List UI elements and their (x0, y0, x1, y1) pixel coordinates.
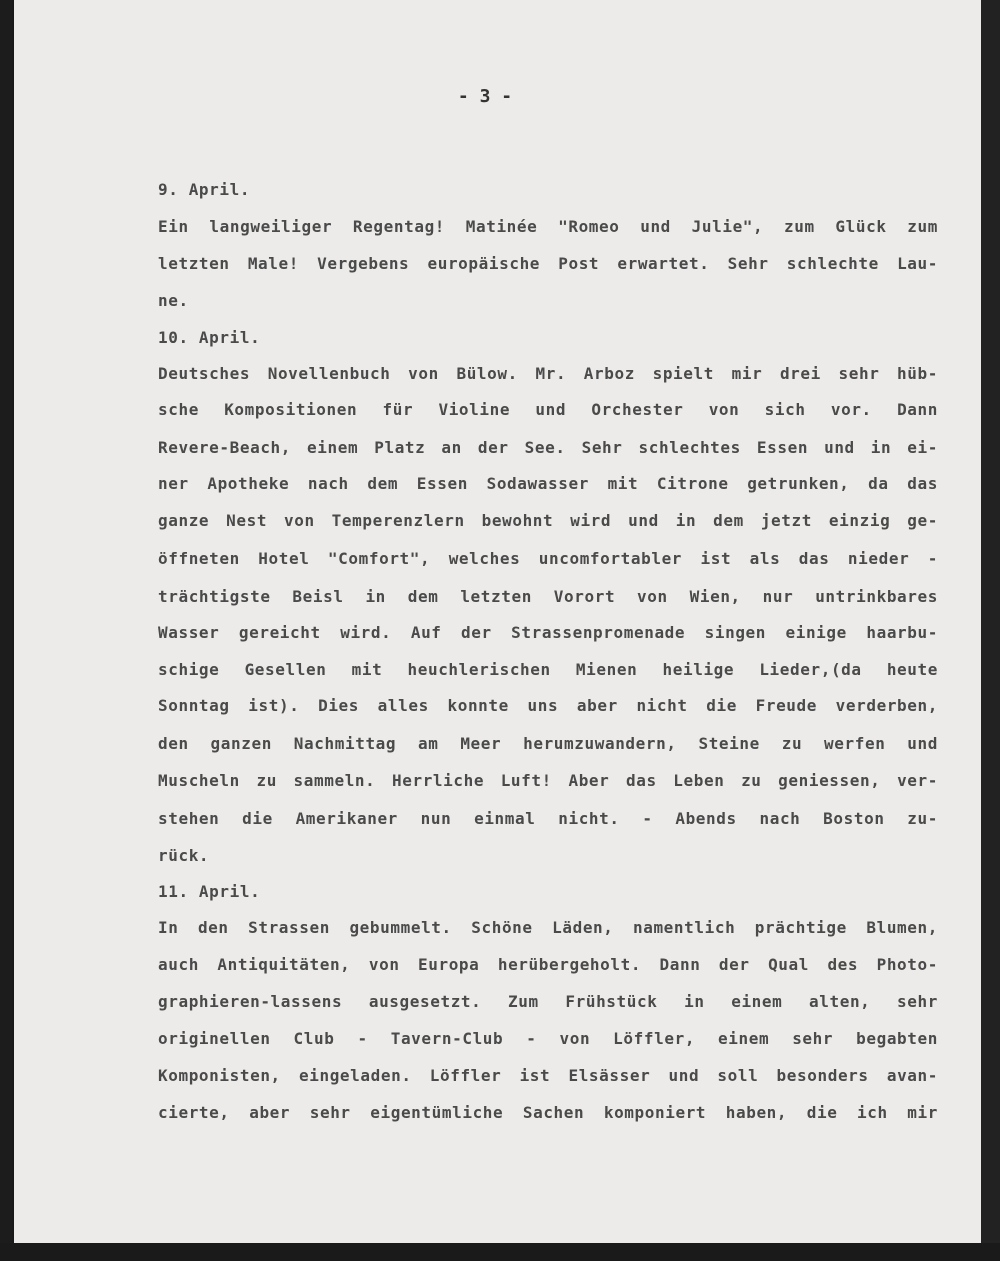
page-number: - 3 - (457, 86, 513, 107)
text-line: Sonntag ist). Dies alles konnte uns aber nicht die Freude verderben, (158, 696, 938, 715)
text-line: schige Gesellen mit heuchlerischen Mienen heilige Lieder,(da heute (158, 660, 938, 679)
text-line: Wasser gereicht wird. Auf der Strassenpromenade singen einige haarbu- (158, 623, 938, 642)
text-line: graphieren-lassens ausgesetzt. Zum Frühstück in einem alten, sehr (158, 992, 938, 1011)
text-line: letzten Male! Vergebens europäische Post erwartet. Sehr schlechte Lau- (158, 254, 938, 273)
text-line: trächtigste Beisl in dem letzten Vorort von Wien, nur untrinkbares (158, 587, 938, 606)
text-line: ner Apotheke nach dem Essen Sodawasser mit Citrone getrunken, da das (158, 474, 938, 493)
text-line: Revere-Beach, einem Platz an der See. Sehr schlechtes Essen und in ei- (158, 438, 938, 457)
scan-edge-right (981, 0, 1000, 1261)
text-line: sche Kompositionen für Violine und Orchester von sich vor. Dann (158, 400, 938, 419)
text-line: Deutsches Novellenbuch von Bülow. Mr. Arboz spielt mir drei sehr hüb- (158, 364, 938, 383)
text-line: den ganzen Nachmittag am Meer herumzuwandern, Steine zu werfen und (158, 734, 938, 753)
text-line: ne. (158, 291, 189, 310)
text-line: ganze Nest von Temperenzlern bewohnt wird und in dem jetzt einzig ge- (158, 511, 938, 530)
date-heading: 10. April. (158, 328, 261, 347)
text-line: cierte, aber sehr eigentümliche Sachen komponiert haben, die ich mir (158, 1103, 938, 1122)
text-line: rück. (158, 846, 210, 865)
text-line: Komponisten, eingeladen. Löffler ist Elsässer und soll besonders avan- (158, 1066, 938, 1085)
text-line: auch Antiquitäten, von Europa herübergeholt. Dann der Qual des Photo- (158, 955, 938, 974)
text-line: stehen die Amerikaner nun einmal nicht. - Abends nach Boston zu- (158, 809, 938, 828)
text-line: In den Strassen gebummelt. Schöne Läden, namentlich prächtige Blumen, (158, 918, 938, 937)
text-line: Ein langweiliger Regentag! Matinée "Romeo und Julie", zum Glück zum (158, 217, 938, 236)
text-line: Muscheln zu sammeln. Herrliche Luft! Aber das Leben zu geniessen, ver- (158, 771, 938, 790)
text-line: öffneten Hotel "Comfort", welches uncomfortabler ist als das nieder - (158, 549, 938, 568)
text-line: originellen Club - Tavern-Club - von Löffler, einem sehr begabten (158, 1029, 938, 1048)
date-heading: 11. April. (158, 882, 261, 901)
scan-edge-bottom (0, 1243, 1000, 1261)
date-heading: 9. April. (158, 180, 251, 199)
